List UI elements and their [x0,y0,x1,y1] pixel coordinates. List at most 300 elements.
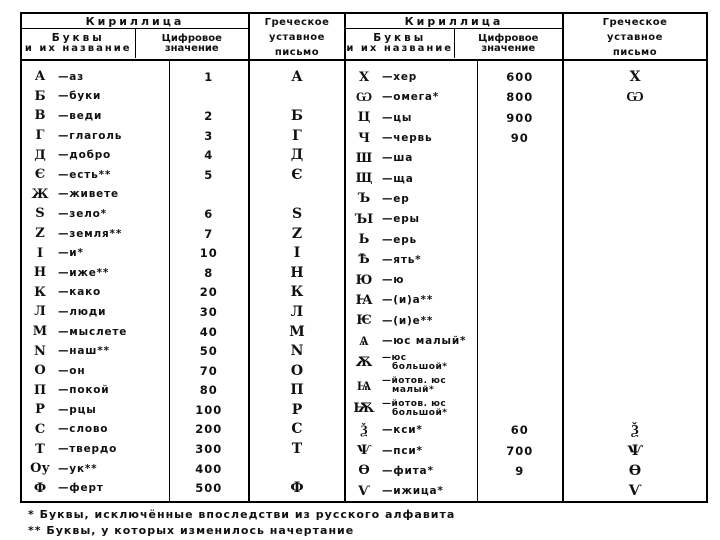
letter-row [22,145,169,165]
digit-value: 100 [195,402,223,417]
letter-row [346,351,477,374]
digit-header [135,29,248,58]
letter-row [346,420,477,440]
digit-row [478,420,563,440]
greek-label-2: уставное [607,32,663,43]
digit-row [170,381,249,401]
right-letters-column [345,60,477,502]
letter-name-line1: —йотов. юс [382,375,447,386]
letter-row [22,263,169,283]
greek-label-2: уставное [269,32,325,43]
cyrillic-glyph: Ч [358,130,370,146]
letter-name: —(и)а** [382,294,434,307]
footnote-changed: ** Буквы, у которых изменилось начертание [28,524,355,537]
greek-glyph: Ѵ [628,483,642,500]
greek-glyph: О [290,362,304,379]
cyrillic-glyph: Н [33,265,47,281]
cyrillic-glyph: Ꙗ [355,292,373,308]
digit-label: Цифровое [478,32,539,44]
letter-row [346,270,477,290]
digit-value: 200 [195,422,223,437]
letter-name: —фита* [382,464,434,477]
cyrillic-glyph: I [36,245,44,261]
digit-value: 400 [195,461,223,476]
greek-glyph: К [290,284,304,301]
letter-row [22,185,169,205]
greek-label-3: письмо [274,47,320,58]
greek-row [250,243,344,263]
letter-name: —ук** [58,462,98,475]
cyrillic-glyph: Ъ [357,191,371,207]
left-digit-column [169,60,249,502]
letter-name: —червь [382,132,433,145]
digit-row [170,204,249,224]
greek-row [564,108,706,128]
cyrillic-glyph: В [34,108,46,124]
letter-name-line2: большой* [392,407,448,418]
letters-header [346,29,454,58]
right-greek-header [563,13,707,60]
letter-name: —аз [58,70,85,83]
cyrillic-glyph: Р [35,402,45,418]
letters-label: Буквы [373,32,427,44]
digit-value: 700 [506,443,534,458]
letters-sublabel: и их название [346,43,454,54]
digit-row [170,361,249,381]
letter-row [346,290,477,310]
letter-row [22,459,169,479]
digit-value: 6 [204,206,214,221]
letter-row [22,420,169,440]
greek-row [564,374,706,397]
letter-name [382,354,448,372]
digit-row [170,420,249,440]
cyrillic-glyph: Г [35,128,45,144]
digit-row [170,302,249,322]
letter-row [22,283,169,303]
letter-row [346,189,477,209]
greek-row [250,341,344,361]
letter-name: —хер [382,71,418,84]
digit-value: 5 [204,167,214,182]
letter-row [22,439,169,459]
greek-row [564,351,706,374]
letter-row [22,67,169,87]
letter-row [22,87,169,107]
letter-row [346,440,477,460]
greek-glyph: I [293,245,301,262]
digit-value: 300 [195,442,223,457]
cyrillic-glyph: А [34,69,46,85]
cyrillic-glyph: Ѩ [356,378,372,394]
digit-row [478,290,563,310]
digit-row [170,87,249,107]
letter-row [22,204,169,224]
greek-row [250,185,344,205]
digit-row [170,341,249,361]
greek-label-1: Греческое [264,17,330,28]
digit-row [170,185,249,205]
greek-row [564,229,706,249]
letter-name-line2: большой* [392,361,448,372]
letter-name: —ша [382,152,414,165]
cyrillic-glyph: Ѱ [356,443,372,459]
letter-row [22,341,169,361]
digit-row [478,461,563,481]
letter-row [22,302,169,322]
letter-name: —како [58,286,102,299]
greek-row [564,461,706,481]
letter-name: —ферт [58,482,104,495]
cyrillic-glyph: Z [35,226,45,242]
letter-name: —он [58,364,86,377]
cyrillic-glyph: О [34,363,46,379]
cyrillic-glyph: Т [35,441,45,457]
greek-row [564,481,706,501]
letter-name: —земля** [58,227,123,240]
digit-value: 90 [510,131,529,146]
greek-glyph: С [291,421,303,438]
letter-row [346,168,477,188]
cyrillic-glyph: Л [34,304,46,320]
greek-row [250,302,344,322]
letter-name [382,377,446,395]
cyrillic-glyph: Ф [33,480,47,496]
letter-name: —глаголь [58,129,123,142]
left-cyrillic-header [21,13,249,60]
letter-row [22,322,169,342]
letter-name: —ижица* [382,485,444,498]
letter-row [22,165,169,185]
letter-name: —ю [382,274,405,287]
greek-row [564,440,706,460]
letter-name: —цы [382,111,413,124]
greek-glyph: Б [291,107,303,124]
letters-label: Буквы [51,32,105,44]
cyrillic-glyph: Ю [355,272,373,288]
letter-name: —покой [58,384,110,397]
cyrillic-glyph: Є [34,167,46,183]
digit-value: 70 [199,363,218,378]
greek-row [250,478,344,498]
digit-value: 7 [204,226,214,241]
digit-row [478,189,563,209]
greek-glyph: М [289,323,305,340]
cyrillic-glyph: Ѵ [358,483,370,499]
digit-row [170,263,249,283]
cyrillic-glyph: М [32,324,48,340]
footnote-excluded: * Буквы, исключённые впоследстви из русского алфавита [28,508,456,521]
digit-row [478,397,563,420]
digit-row [478,270,563,290]
letter-name: —иже** [58,266,110,279]
greek-label-1: Греческое [602,17,668,28]
digit-header [454,29,562,58]
right-cyrillic-header [345,13,563,60]
greek-row [250,224,344,244]
cyrillic-glyph: Ѯ [360,423,368,439]
greek-row [564,168,706,188]
cyrillic-glyph: Д [34,147,46,163]
digit-row [170,459,249,479]
cyrillic-glyph: Оу [30,461,50,477]
letter-row [346,209,477,229]
digit-row [478,108,563,128]
letter-name: —есть** [58,168,112,181]
greek-row [564,311,706,331]
digit-row [170,106,249,126]
digit-row [170,165,249,185]
letter-name: —буки [58,90,102,103]
digit-row [170,67,249,87]
digit-row [478,331,563,351]
digit-sublabel: значение [164,42,219,54]
letter-row [22,400,169,420]
letter-row [22,126,169,146]
left-letters-column [21,60,169,502]
greek-row [250,283,344,303]
cyrillic-glyph: ЪI [354,211,374,227]
greek-glyph: Z [291,225,303,242]
greek-row [250,67,344,87]
digit-value: 60 [510,423,529,438]
greek-row [250,106,344,126]
greek-glyph: Ф [290,480,304,497]
cyrillic-alphabet-table [20,12,708,503]
cyrillic-glyph: Ѡ [355,90,373,106]
greek-glyph: Н [290,264,304,281]
letter-row [22,361,169,381]
digit-value: 1 [204,69,214,84]
letter-row [346,481,477,501]
digit-row [478,481,563,501]
greek-row [250,400,344,420]
letter-row [346,128,477,148]
cyrillic-glyph: Ѥ [356,313,372,329]
greek-row [564,67,706,87]
letter-name: —слово [58,423,109,436]
cyrillic-glyph: Ц [357,110,371,126]
greek-glyph: Ѯ [631,421,639,438]
cyrillic-glyph: Ѫ [355,355,373,371]
letter-name: —веди [58,109,103,122]
digit-value: 800 [506,90,534,105]
letter-name: —и* [58,247,84,260]
cyrillic-glyph: Ж [31,186,49,202]
cyrillic-glyph: Х [358,69,370,85]
greek-row [250,204,344,224]
letter-name [382,400,448,418]
greek-glyph: П [290,382,304,399]
letter-name: —зело* [58,207,107,220]
greek-glyph: Ѡ [626,88,644,105]
digit-value: 600 [506,70,534,85]
digit-value: 80 [199,383,218,398]
digit-row [478,440,563,460]
digit-row [478,250,563,270]
right-digit-column [477,60,563,502]
greek-row [564,331,706,351]
digit-value: 3 [204,128,214,143]
greek-glyph: Г [292,127,302,144]
digit-value: 9 [515,463,525,478]
greek-row [250,439,344,459]
greek-glyph: Ѱ [627,442,643,459]
digit-value: 500 [195,481,223,496]
letter-row [22,381,169,401]
letter-row [22,478,169,498]
letters-header [22,29,135,58]
letter-name: —юс малый* [382,335,467,347]
cyrillic-glyph: Б [34,88,46,104]
greek-row [564,420,706,440]
cyrillic-glyph: Ѧ [359,334,369,349]
letter-name: —(и)е** [382,314,434,327]
digit-value: 30 [199,304,218,319]
digit-row [170,283,249,303]
cyrillic-glyph: N [34,343,46,359]
letter-row [346,461,477,481]
digit-row [170,126,249,146]
right-greek-column [563,60,707,502]
greek-row [564,270,706,290]
digit-row [170,224,249,244]
greek-row [250,420,344,440]
digit-row [478,168,563,188]
letter-name: —пси* [382,444,423,457]
digit-value: 8 [204,265,214,280]
greek-glyph: S [291,205,303,222]
greek-row [250,322,344,342]
letter-row [22,106,169,126]
greek-row [250,145,344,165]
letter-name: —кси* [382,424,423,437]
letter-name: —ща [382,172,414,185]
greek-row [250,361,344,381]
digit-row [478,67,563,87]
greek-glyph: Р [291,401,303,418]
letter-row [22,243,169,263]
greek-label-3: письмо [612,47,658,58]
letter-row [346,108,477,128]
digit-value: 900 [506,110,534,125]
cyrillic-glyph: S [35,206,45,222]
letter-row [22,224,169,244]
greek-row [250,263,344,283]
greek-row [250,165,344,185]
cyrillic-glyph: П [33,382,47,398]
cyrillic-title: Кириллица [346,14,562,29]
digit-value: 40 [199,324,218,339]
letter-row [346,250,477,270]
letter-name: —наш** [58,345,110,358]
digit-row [478,229,563,249]
cyrillic-title: Кириллица [22,14,248,29]
digit-row [170,400,249,420]
letter-name: —ер [382,192,410,205]
letter-row [346,374,477,397]
cyrillic-glyph: Щ [355,171,373,187]
greek-row [564,290,706,310]
greek-row [564,128,706,148]
cyrillic-glyph: Ѣ [358,252,370,268]
greek-glyph: Ѳ [628,462,642,479]
digit-row [478,148,563,168]
greek-row [250,126,344,146]
left-greek-header [249,13,345,60]
greek-glyph: Х [629,69,641,86]
cyrillic-glyph: Ѳ [358,463,370,479]
greek-glyph: Т [291,441,303,458]
greek-row [250,459,344,479]
digit-row [478,374,563,397]
digit-value: 50 [199,344,218,359]
letter-row [346,67,477,87]
cyrillic-glyph: Ѭ [353,401,375,417]
letters-sublabel: и их название [24,43,132,54]
letter-name: —живете [58,188,119,201]
letter-name-line2: малый* [392,384,435,395]
cyrillic-glyph: Ь [358,232,370,248]
digit-row [478,128,563,148]
digit-value: 2 [204,108,214,123]
letter-row [346,331,477,351]
digit-row [478,209,563,229]
greek-glyph: Д [290,147,304,164]
digit-label: Цифровое [161,32,222,44]
digit-row [478,87,563,107]
letter-row [346,87,477,107]
letter-name: —рцы [58,403,97,416]
letter-row [346,229,477,249]
letter-name: —добро [58,149,112,162]
left-greek-column [249,60,345,502]
greek-glyph: N [290,343,304,360]
letter-name-line1: —юс [382,352,407,363]
greek-glyph: А [291,68,303,85]
letter-name: —еры [382,213,420,226]
digit-row [170,243,249,263]
cyrillic-glyph: К [34,284,46,300]
greek-row [564,87,706,107]
digit-value: 4 [204,148,214,163]
greek-row [564,209,706,229]
letter-row [346,397,477,420]
greek-glyph: Л [290,303,304,320]
greek-row [564,397,706,420]
letter-name: —ять* [382,253,422,266]
letter-row [346,148,477,168]
digit-row [478,311,563,331]
letter-name: —твердо [58,443,118,456]
letter-name: —ерь [382,233,417,246]
greek-glyph: Є [291,166,303,183]
digit-row [170,145,249,165]
greek-row [564,250,706,270]
digit-value: 10 [199,246,218,261]
letter-name: —омега* [382,91,440,104]
digit-row [170,478,249,498]
digit-row [170,439,249,459]
letter-row [346,311,477,331]
cyrillic-glyph: Ш [355,150,373,166]
digit-row [170,322,249,342]
greek-row [564,189,706,209]
greek-row [250,381,344,401]
greek-row [250,87,344,107]
cyrillic-glyph: С [34,421,46,437]
letter-name-line1: —йотов. юс [382,398,447,409]
